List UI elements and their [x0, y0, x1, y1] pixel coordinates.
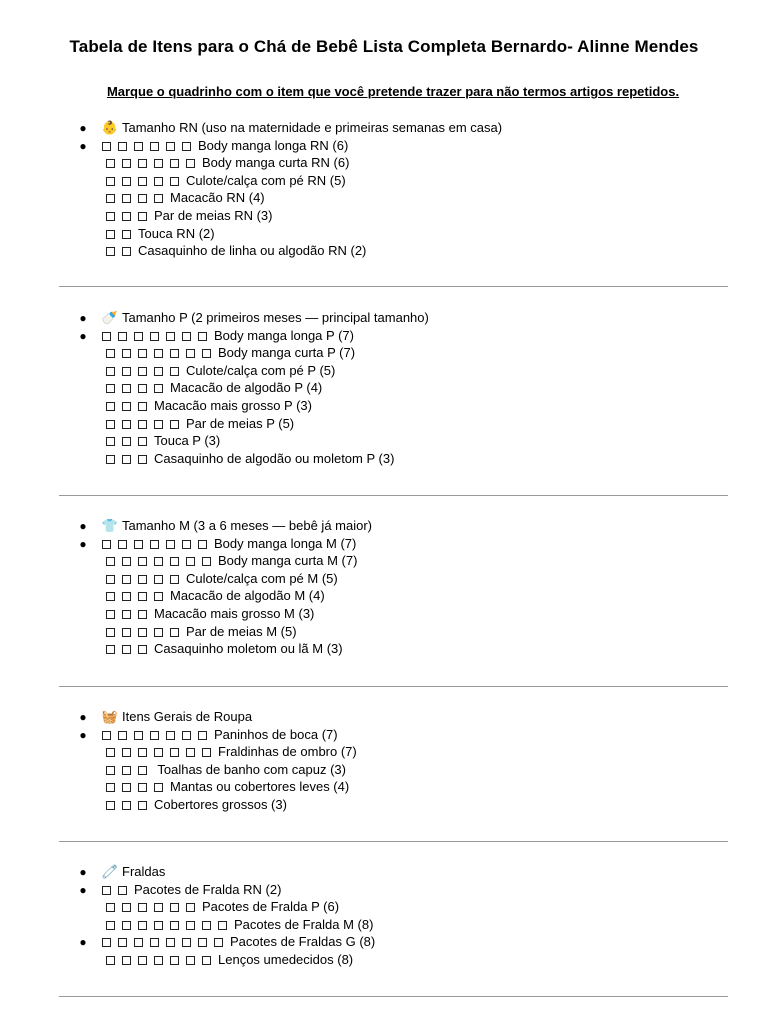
item-label: Fraldinhas de ombro (7)	[218, 744, 357, 760]
checkbox[interactable]	[122, 921, 131, 930]
checkbox[interactable]	[106, 402, 115, 411]
checkbox[interactable]	[182, 332, 191, 341]
checkbox[interactable]	[198, 332, 207, 341]
checkbox[interactable]	[122, 402, 131, 411]
checkbox[interactable]	[154, 384, 163, 393]
checkbox[interactable]	[150, 142, 159, 151]
item-label: Macacão RN (4)	[170, 190, 265, 206]
checkbox[interactable]	[150, 938, 159, 947]
checkbox[interactable]	[122, 748, 131, 757]
checkbox[interactable]	[170, 420, 179, 429]
checkbox[interactable]	[170, 557, 179, 566]
checkbox[interactable]	[170, 903, 179, 912]
item-label: Culote/calça com pé P (5)	[186, 362, 336, 378]
checkbox[interactable]	[202, 921, 211, 930]
checkbox[interactable]	[138, 557, 147, 566]
checkbox[interactable]	[122, 159, 131, 168]
checkbox[interactable]	[138, 194, 147, 203]
checkbox[interactable]	[166, 142, 175, 151]
checkbox[interactable]	[218, 921, 227, 930]
checkbox[interactable]	[118, 731, 127, 740]
checkbox[interactable]	[202, 557, 211, 566]
checkbox[interactable]	[150, 332, 159, 341]
checkbox[interactable]	[106, 177, 115, 186]
checkbox[interactable]	[122, 212, 131, 221]
checkbox[interactable]	[138, 159, 147, 168]
checkbox[interactable]	[186, 921, 195, 930]
tshirt-icon: 👕	[101, 518, 119, 533]
checkbox[interactable]	[122, 194, 131, 203]
checkbox[interactable]	[138, 349, 147, 358]
bullet-icon: ●	[79, 138, 87, 153]
checkbox[interactable]	[122, 783, 131, 792]
checkbox[interactable]	[166, 540, 175, 549]
checkbox[interactable]	[106, 437, 115, 446]
checkbox[interactable]	[186, 748, 195, 757]
checkbox[interactable]	[134, 142, 143, 151]
checkbox[interactable]	[122, 420, 131, 429]
checkbox[interactable]	[134, 938, 143, 947]
checkbox[interactable]	[122, 575, 131, 584]
checkbox[interactable]	[138, 628, 147, 637]
checkbox[interactable]	[154, 628, 163, 637]
checkbox[interactable]	[118, 886, 127, 895]
item-label: Culote/calça com pé RN (5)	[186, 172, 346, 188]
checkbox[interactable]	[154, 194, 163, 203]
checkbox[interactable]	[170, 349, 179, 358]
bullet-icon: ●	[79, 519, 87, 533]
checkbox[interactable]	[170, 921, 179, 930]
checkbox[interactable]	[154, 903, 163, 912]
checkbox[interactable]	[122, 455, 131, 464]
item-label: Touca RN (2)	[138, 225, 215, 241]
checkbox[interactable]	[186, 557, 195, 566]
checkbox[interactable]	[122, 557, 131, 566]
checkbox[interactable]	[106, 557, 115, 566]
section-header-label: Tamanho P (2 primeiros meses — principal tamanho)	[122, 310, 429, 325]
checkbox[interactable]	[106, 903, 115, 912]
item-label: Macacão de algodão P (4)	[170, 380, 323, 396]
checkbox[interactable]	[138, 645, 147, 654]
checkbox[interactable]	[166, 332, 175, 341]
item-label: Casaquinho de linha ou algodão RN (2)	[138, 243, 367, 259]
checkbox[interactable]	[186, 956, 195, 965]
bullet-icon: ●	[79, 328, 87, 343]
section-divider	[59, 686, 728, 687]
checkbox[interactable]	[106, 247, 115, 256]
item-label: Casaquinho moletom ou lã M (3)	[154, 641, 343, 657]
checkbox[interactable]	[154, 367, 163, 376]
checkbox[interactable]	[138, 575, 147, 584]
checkbox[interactable]	[122, 956, 131, 965]
checkbox[interactable]	[154, 177, 163, 186]
item-label: Body manga longa P (7)	[214, 327, 354, 343]
checkbox[interactable]	[182, 142, 191, 151]
item-label: Lenços umedecidos (8)	[218, 952, 354, 967]
checkbox[interactable]	[170, 956, 179, 965]
checkbox[interactable]	[202, 349, 211, 358]
item-label: Paninhos de boca (7)	[214, 726, 338, 742]
checkbox[interactable]	[154, 420, 163, 429]
item-label: Body manga longa M (7)	[214, 535, 357, 551]
checkbox[interactable]	[154, 592, 163, 601]
bullet-icon: ●	[79, 121, 87, 135]
checkbox[interactable]	[106, 610, 115, 619]
checkbox[interactable]	[186, 903, 195, 912]
checkbox[interactable]	[106, 384, 115, 393]
checkbox[interactable]	[122, 230, 131, 239]
baby-bottle-icon: 🍼	[101, 310, 119, 325]
bullet-icon: ●	[79, 935, 87, 950]
basket-icon: 🧺	[101, 709, 119, 724]
checkbox[interactable]	[186, 349, 195, 358]
checkbox[interactable]	[134, 332, 143, 341]
item-label: Pacotes de Fralda RN (2)	[134, 881, 282, 897]
checkbox[interactable]	[134, 731, 143, 740]
checkbox[interactable]	[122, 610, 131, 619]
checkbox[interactable]	[198, 731, 207, 740]
item-label: Cobertores grossos (3)	[154, 797, 287, 812]
section-divider	[59, 996, 728, 997]
checkbox[interactable]	[122, 384, 131, 393]
checkbox[interactable]	[106, 212, 115, 221]
bullet-icon: ●	[79, 882, 87, 897]
item-label: Pacotes de Fraldas G (8)	[230, 934, 376, 950]
checkbox[interactable]	[106, 766, 115, 775]
checkbox[interactable]	[202, 956, 211, 965]
checkbox[interactable]	[106, 420, 115, 429]
checkbox[interactable]	[118, 332, 127, 341]
checkbox[interactable]	[118, 540, 127, 549]
item-label: Body manga curta M (7)	[218, 553, 358, 569]
checkbox[interactable]	[214, 938, 223, 947]
checkbox[interactable]	[166, 938, 175, 947]
checkbox[interactable]	[170, 177, 179, 186]
item-label: Par de meias M (5)	[186, 623, 297, 639]
checkbox[interactable]	[106, 349, 115, 358]
checkbox[interactable]	[106, 645, 115, 654]
checkbox[interactable]	[138, 921, 147, 930]
checkbox[interactable]	[106, 455, 115, 464]
checkbox[interactable]	[182, 540, 191, 549]
section-header-label: Tamanho M (3 a 6 meses — bebê já maior)	[122, 518, 372, 533]
checkbox[interactable]	[122, 367, 131, 376]
item-label: Body manga curta P (7)	[218, 345, 356, 361]
checkbox[interactable]	[170, 628, 179, 637]
checkbox[interactable]	[154, 557, 163, 566]
bullet-icon: ●	[79, 865, 87, 879]
checkbox[interactable]	[102, 332, 111, 341]
checkbox[interactable]	[154, 921, 163, 930]
checkbox[interactable]	[134, 540, 143, 549]
checkbox[interactable]	[106, 628, 115, 637]
item-label: Body manga longa RN (6)	[198, 137, 349, 153]
checkbox[interactable]	[122, 766, 131, 775]
item-label: Par de meias RN (3)	[154, 208, 273, 223]
checkbox[interactable]	[138, 420, 147, 429]
item-label: Toalhas de banho com capuz (3)	[154, 761, 346, 777]
checkbox[interactable]	[154, 783, 163, 792]
bullet-icon: ●	[79, 311, 87, 325]
checkbox[interactable]	[138, 592, 147, 601]
checkbox[interactable]	[118, 938, 127, 947]
checkbox[interactable]	[154, 575, 163, 584]
checkbox[interactable]	[138, 748, 147, 757]
checkbox[interactable]	[138, 956, 147, 965]
checkbox[interactable]	[154, 159, 163, 168]
item-label: Macacão mais grosso P (3)	[154, 398, 312, 413]
checkbox[interactable]	[102, 540, 111, 549]
item-label: Mantas ou cobertores leves (4)	[170, 779, 350, 795]
checkbox[interactable]	[182, 731, 191, 740]
page-instruction: Marque o quadrinho com o item que você pretende trazer para não termos artigos repetidos.	[106, 84, 680, 99]
bullet-icon: ●	[79, 727, 87, 742]
bullet-icon: ●	[79, 536, 87, 551]
checkbox[interactable]	[106, 575, 115, 584]
checkbox[interactable]	[138, 402, 147, 411]
checkbox[interactable]	[138, 801, 147, 810]
checkbox[interactable]	[106, 592, 115, 601]
checkbox[interactable]	[170, 159, 179, 168]
checkbox[interactable]	[106, 194, 115, 203]
item-label: Touca P (3)	[154, 433, 221, 449]
checkbox[interactable]	[122, 645, 131, 654]
checkbox[interactable]	[122, 437, 131, 446]
checkbox[interactable]	[154, 956, 163, 965]
item-label: Pacotes de Fralda P (6)	[202, 899, 340, 915]
safety-pin-icon: 🧷	[101, 864, 119, 879]
checkbox[interactable]	[138, 384, 147, 393]
checkbox[interactable]	[138, 610, 147, 619]
checkbox[interactable]	[102, 886, 111, 895]
section-header-label: Fraldas	[122, 864, 166, 879]
page-title: Tabela de Itens para o Chá de Bebê Lista Completa Bernardo- Alinne Mendes	[69, 37, 699, 56]
checkbox[interactable]	[138, 437, 147, 446]
checkbox[interactable]	[122, 349, 131, 358]
checkbox[interactable]	[202, 748, 211, 757]
checkbox[interactable]	[102, 938, 111, 947]
checkbox[interactable]	[102, 731, 111, 740]
checkbox[interactable]	[122, 592, 131, 601]
section-header-label: Itens Gerais de Roupa	[122, 709, 253, 724]
checkbox[interactable]	[154, 748, 163, 757]
item-label: Macacão de algodão M (4)	[170, 588, 325, 604]
checkbox[interactable]	[106, 801, 115, 810]
checkbox[interactable]	[106, 783, 115, 792]
item-label: Macacão mais grosso M (3)	[154, 606, 315, 621]
checkbox[interactable]	[106, 230, 115, 239]
checkbox[interactable]	[118, 142, 127, 151]
checkbox[interactable]	[138, 367, 147, 376]
item-label: Culote/calça com pé M (5)	[186, 570, 338, 586]
checkbox[interactable]	[138, 766, 147, 775]
section-divider	[59, 286, 728, 287]
item-label: Body manga curta RN (6)	[202, 155, 350, 171]
checkbox[interactable]	[138, 177, 147, 186]
section-divider	[59, 495, 728, 496]
checkbox[interactable]	[138, 455, 147, 464]
section-header-label: Tamanho RN (uso na maternidade e primeiras semanas em casa)	[122, 120, 503, 135]
checkbox[interactable]	[122, 628, 131, 637]
checkbox[interactable]	[106, 921, 115, 930]
item-label: Casaquinho de algodão ou moletom P (3)	[154, 450, 395, 466]
bullet-icon: ●	[79, 710, 87, 724]
checkbox[interactable]	[122, 801, 131, 810]
checkbox[interactable]	[170, 575, 179, 584]
checkbox[interactable]	[186, 159, 195, 168]
checkbox[interactable]	[170, 748, 179, 757]
checkbox[interactable]	[198, 540, 207, 549]
checkbox[interactable]	[122, 903, 131, 912]
item-label: Pacotes de Fralda M (8)	[234, 916, 374, 932]
checkbox[interactable]	[182, 938, 191, 947]
checkbox[interactable]	[122, 247, 131, 256]
checkbox[interactable]	[102, 142, 111, 151]
checkbox[interactable]	[106, 956, 115, 965]
checkbox[interactable]	[138, 212, 147, 221]
checkbox[interactable]	[138, 783, 147, 792]
checkbox[interactable]	[106, 367, 115, 376]
checkbox[interactable]	[106, 748, 115, 757]
checkbox[interactable]	[166, 731, 175, 740]
checkbox[interactable]	[154, 349, 163, 358]
item-label: Par de meias P (5)	[186, 415, 295, 431]
checkbox[interactable]	[198, 938, 207, 947]
section-divider	[59, 841, 728, 842]
checkbox[interactable]	[138, 903, 147, 912]
baby-icon: 👶	[101, 120, 119, 135]
checkbox[interactable]	[122, 177, 131, 186]
checkbox[interactable]	[170, 367, 179, 376]
checkbox[interactable]	[106, 159, 115, 168]
checkbox[interactable]	[150, 731, 159, 740]
checkbox[interactable]	[150, 540, 159, 549]
